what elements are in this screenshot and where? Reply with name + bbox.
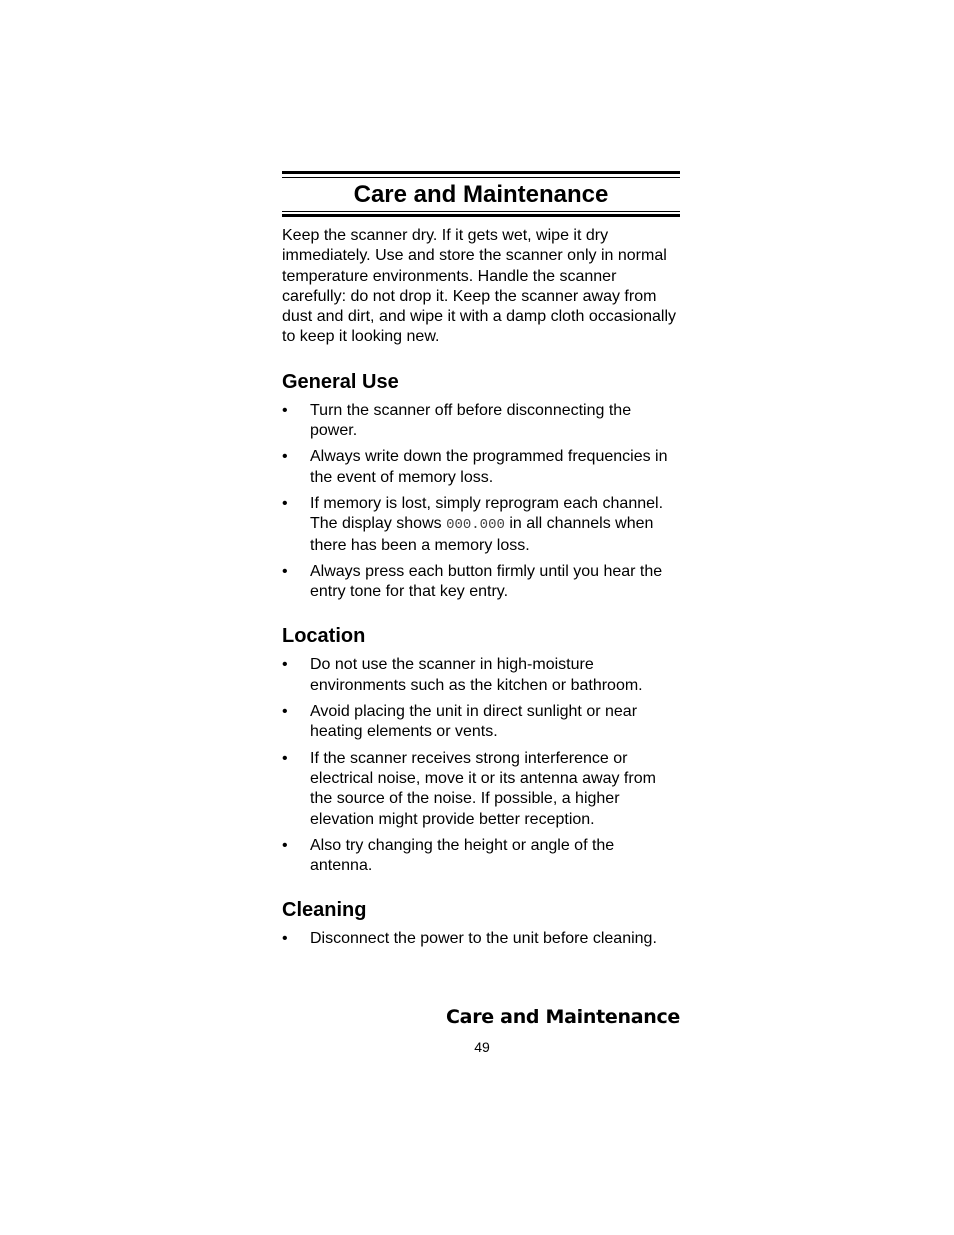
footer-section-title: Care and Maintenance [446, 1006, 680, 1028]
general-use-list [282, 401, 680, 603]
list-item [282, 929, 680, 949]
title-rule-bottom-thick [282, 214, 680, 217]
bullet-icon: • [282, 703, 288, 721]
list-item-text: Always press each button firmly until you hear the entry tone for that key entry. [310, 562, 663, 601]
bullet-icon: • [282, 562, 288, 580]
list-item-text: Turn the scanner off before disconnecting the power. [310, 401, 632, 440]
location-list [282, 655, 680, 876]
section-heading-general-use: General Use [282, 370, 399, 393]
display-readout: 000.000 [446, 517, 505, 534]
bullet-icon: • [282, 656, 288, 674]
list-item-text: Always write down the programmed frequencies in the event of memory loss. [310, 448, 668, 486]
bullet-icon: • [282, 930, 288, 948]
bullet-icon: • [282, 749, 288, 767]
list-item [282, 401, 680, 442]
cleaning-list [282, 929, 680, 949]
title-block [282, 171, 680, 219]
list-item-text-after: in all channels when there has been a memory loss. [310, 515, 654, 554]
title-rule-top-thick [282, 171, 680, 174]
section-heading-cleaning: Cleaning [282, 899, 367, 922]
bullet-icon: • [282, 401, 288, 419]
list-item-text: If the scanner receives strong interference or electrical noise, move it or its antenna away from the source of the noise. If possible, a higher elevation might provide better reception. [310, 749, 656, 828]
list-item-text: Also try changing the height or angle of the antenna. [310, 836, 615, 875]
page-number: 49 [474, 1039, 490, 1055]
section-heading-location: Location [282, 625, 366, 648]
bullet-icon: • [282, 836, 288, 854]
list-item-text: Avoid placing the unit in direct sunlight or near heating elements or vents. [310, 703, 638, 741]
bullet-icon: • [282, 494, 288, 512]
list-item-text: Do not use the scanner in high-moisture environments such as the kitchen or bathroom. [310, 656, 643, 694]
title-rule-bottom-thin [282, 211, 680, 212]
list-item [282, 494, 680, 556]
intro-paragraph: Keep the scanner dry. If it gets wet, wipe it dry immediately. Use and store the scanner only in normal temperature environments. Handle the scanner carefully: do not drop it. Keep the scanner away from dust and dirt, and wipe it with a damp cloth occasionally to keep it looking new. [282, 227, 676, 346]
list-item-text-before: If memory is lost, simply reprogram each channel. The display shows [310, 494, 664, 533]
page-content [282, 171, 680, 956]
list-item [282, 749, 680, 830]
list-item [282, 447, 680, 488]
list-item [282, 655, 680, 696]
page-title: Care and Maintenance [353, 181, 609, 208]
list-item [282, 702, 680, 743]
list-item [282, 562, 680, 603]
bullet-icon: • [282, 448, 288, 466]
list-item [282, 836, 680, 877]
list-item-text: Disconnect the power to the unit before cleaning. [310, 930, 657, 948]
